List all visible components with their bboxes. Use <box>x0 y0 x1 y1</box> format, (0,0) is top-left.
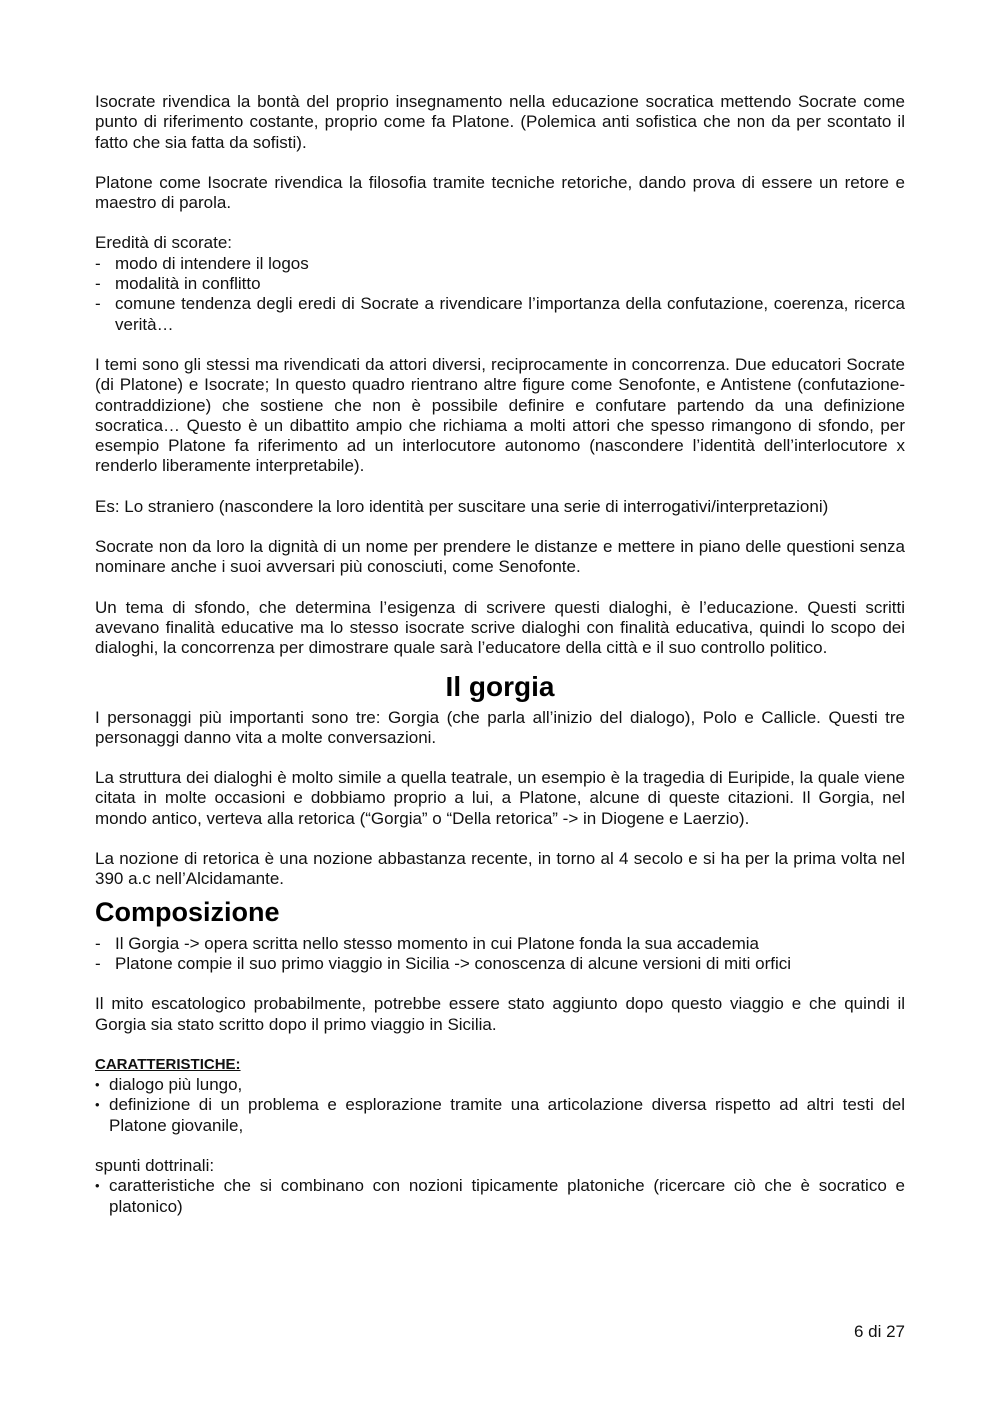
list-item: - modo di intendere il logos <box>95 253 309 273</box>
paragraph-platone-isocrate: Platone come Isocrate rivendica la filosofia tramite tecniche retoriche, dando prova di essere un retore e maestro di parola. <box>95 172 905 213</box>
composizione-list <box>95 934 905 975</box>
caratteristiche-title: CARATTERISTICHE: <box>95 1055 241 1073</box>
page-number: 6 di 27 <box>853 1322 905 1341</box>
eredita-title: Eredità di scorate: <box>95 233 233 253</box>
paragraph-isocrate: Isocrate rivendica la bontà del proprio insegnamento nella educazione socratica mettendo Socrate come punto di riferimento costante, proprio come fa Platone. (Polemica anti sofistica che non da per scontato il fatto che sia fatta da sofisti). <box>95 92 905 152</box>
dash-marker: - <box>95 253 101 273</box>
dash-marker: - <box>95 294 101 314</box>
paragraph-struttura: La struttura dei dialoghi è molto simile a quella teatrale, un esempio è la tragedia di Euripide, la quale viene citata in molte occasioni e dobbiamo proprio a lui, a Platone, alcune di queste citazioni. Il Gorgia, nel mondo antico, verteva alla retorica (“Gorgia” o “Della retorica” -> in Diogene e Laerzio). <box>95 768 905 828</box>
paragraph-personaggi: I personaggi più importanti sono tre: Gorgia (che parla all’inizio del dialogo), Polo e Callicle. Questi tre personaggi danno vita a molte conversazioni. <box>95 707 905 747</box>
dash-marker: - <box>95 933 101 953</box>
heading-il-gorgia: Il gorgia <box>445 670 555 702</box>
bullet-marker: • <box>95 1178 100 1194</box>
paragraph-mito: Il mito escatologico probabilmente, potrebbe essere stato aggiunto dopo questo viaggio e che quindi il Gorgia sia stato scritto dopo il primo viaggio in Sicilia. <box>95 994 905 1034</box>
bullet-marker: • <box>95 1097 100 1113</box>
heading-composizione: Composizione <box>95 896 280 927</box>
paragraph-temi: I temi sono gli stessi ma rivendicati da attori diversi, reciprocamente in concorrenza. Due educatori Socrate (di Platone) e Isocrate; In questo quadro rientrano altre figure come Senofonte, e Antistene (confutazione-contraddizione) che sostiene che non è possibile definire e confutare partendo da una definizione socratica… Questo è un dibattito ampio che richiama a molti attori che spesso rimangono di sfondo, per esempio Platone fa riferimento ad un interlocutore autonomo (nascondere l’identità dell’interlocutore x renderlo liberamente interpretabile). <box>95 354 905 476</box>
list-item: • caratteristiche che si combinano con nozioni tipicamente platoniche (ricercare ciò che è socratico e platonico) <box>95 1176 905 1216</box>
spunti-title: spunti dottrinali: <box>95 1155 215 1175</box>
list-item: • dialogo più lungo, <box>95 1075 243 1095</box>
bullet-marker: • <box>95 1077 100 1093</box>
paragraph-socrate: Socrate non da loro la dignità di un nome per prendere le distanze e mettere in piano delle questioni senza nominare anche i suoi avversari più conosciuti, come Senofonte. <box>95 537 905 577</box>
list-item: - modalità in conflitto <box>95 274 261 294</box>
list-item: - Il Gorgia -> opera scritta nello stesso momento in cui Platone fonda la sua accademia <box>95 933 759 953</box>
spunti-list <box>95 1176 905 1217</box>
paragraph-retorica: La nozione di retorica è una nozione abbastanza recente, in torno al 4 secolo e si ha per la prima volta nel 390 a.c nell’Alcidamante. <box>95 849 905 889</box>
dash-marker: - <box>95 274 101 294</box>
document-page <box>95 92 905 1217</box>
paragraph-straniero: Es: Lo straniero (nascondere la loro identità per suscitare una serie di interrogativi/interpretazioni) <box>95 496 829 516</box>
caratteristiche-list <box>95 1075 905 1136</box>
paragraph-tema-sfondo: Un tema di sfondo, che determina l’esigenza di scrivere questi dialoghi, è l’educazione. Questi scritti avevano finalità educative ma lo stesso isocrate scrive dialoghi con finalità educativa, quindi lo scopo dei dialoghi, la concorrenza per dimostrare quale sarà l’educatore della città e il suo controllo politico. <box>95 597 905 658</box>
list-item: - Platone compie il suo primo viaggio in Sicilia -> conoscenza di alcune versioni di miti orfici <box>95 953 792 973</box>
dash-marker: - <box>95 953 101 973</box>
eredita-list <box>95 254 905 335</box>
list-item: - comune tendenza degli eredi di Socrate a rivendicare l’importanza della confutazione, coerenza, ricerca verità… <box>95 294 905 334</box>
list-item: • definizione di un problema e esplorazione tramite una articolazione diversa rispetto ad altri testi del Platone giovanile, <box>95 1095 905 1135</box>
